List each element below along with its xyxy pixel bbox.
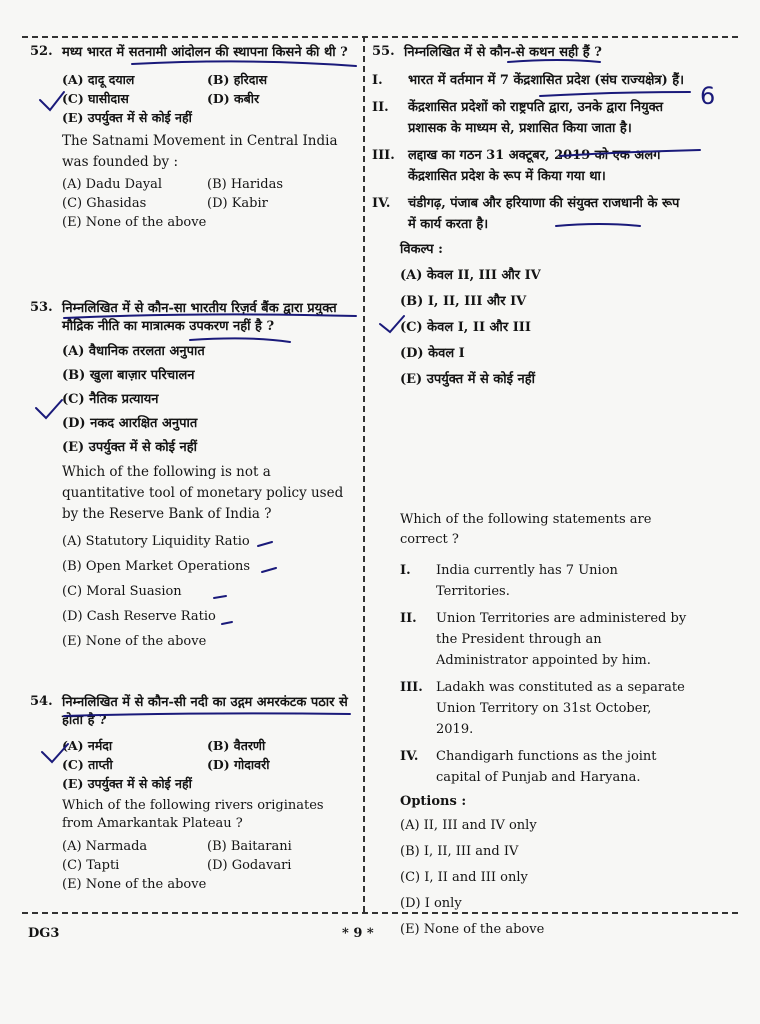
question-text-hindi: निम्नलिखित में से कौन-सा भारतीय रिज़र्व बैंक द्वारा प्रयुक्त मौद्रिक नीति का मात्रात्मक उपकरण नहीं है ?: [62, 301, 337, 334]
option-b[interactable]: (B) I, II, III and IV: [400, 844, 519, 859]
option-e[interactable]: (E) None of the above: [62, 634, 207, 649]
dash-mark: [214, 596, 226, 598]
statement-text: Ladakh was constituted as a separate Union Territory on 31st October, 2019.: [436, 680, 685, 737]
option-c[interactable]: (C) ताप्ती: [62, 757, 113, 772]
checkmark-icon: [380, 316, 404, 332]
option-a[interactable]: (A) Statutory Liquidity Ratio: [62, 534, 250, 549]
statement-numeral: III.: [400, 680, 423, 695]
underline-mark: [64, 713, 350, 716]
statement-text: केंद्रशासित प्रदेशों को राष्ट्रपति द्वारा, उनके द्वारा नियुक्त प्रशासक के माध्यम से, प्रशासित किया जाता है।: [408, 100, 664, 136]
option-b[interactable]: (B) I, II, III और IV: [400, 294, 527, 309]
option-e[interactable]: (E) उपर्युक्त में से कोई नहीं: [62, 110, 192, 125]
statement-text: Chandigarh functions as the joint capital of Punjab and Haryana.: [436, 749, 657, 785]
statement-numeral: II.: [400, 611, 417, 626]
statement-numeral: I.: [400, 563, 411, 578]
footer-code: DG3: [28, 926, 60, 941]
statement-numeral: II.: [372, 100, 389, 115]
option-d[interactable]: (D) गोदावरी: [207, 757, 270, 772]
dash-mark: [262, 568, 276, 572]
statement-text: Union Territories are administered by the President through an Administrator appointed by him.: [436, 611, 687, 668]
question-number: 52.: [30, 44, 53, 59]
option-b[interactable]: (B) खुला बाज़ार परिचालन: [62, 368, 195, 383]
options-label-hindi: विकल्प :: [400, 242, 443, 257]
option-a[interactable]: (A) दादू दयाल: [62, 72, 135, 87]
statement-text: India currently has 7 Union Territories.: [436, 563, 618, 599]
option-c[interactable]: (C) Moral Suasion: [62, 584, 182, 599]
question-text-english: The Satnami Movement in Central India was founded by :: [62, 133, 338, 170]
option-b[interactable]: (B) Baitarani: [207, 839, 292, 854]
option-a[interactable]: (A) Narmada: [62, 839, 148, 854]
option-a[interactable]: (A) Dadu Dayal: [62, 177, 163, 192]
question-text-english: Which of the following rivers originates from Amarkantak Plateau ?: [62, 798, 324, 831]
option-d[interactable]: (D) I only: [400, 896, 462, 911]
statement-numeral: IV.: [400, 749, 419, 764]
option-c[interactable]: (C) केवल I, II और III: [400, 320, 531, 335]
underline-mark: [560, 150, 700, 156]
option-e[interactable]: (E) None of the above: [400, 922, 545, 937]
question-text-hindi: निम्नलिखित में से कौन-से कथन सही हैं ?: [404, 45, 602, 60]
options-label-english: Options :: [400, 794, 467, 809]
question-number: 53.: [30, 300, 53, 315]
checkmark-icon: [36, 400, 62, 418]
dash-mark: [258, 542, 272, 546]
option-b[interactable]: (B) Haridas: [207, 177, 284, 192]
underline-mark: [508, 60, 600, 62]
option-d[interactable]: (D) नकद आरक्षित अनुपात: [62, 416, 198, 431]
option-e[interactable]: (E) उपर्युक्त में से कोई नहीं: [400, 372, 536, 387]
option-d[interactable]: (D) Kabir: [207, 196, 268, 211]
checkmark-icon: [40, 92, 64, 110]
underline-mark: [132, 61, 356, 66]
option-a[interactable]: (A) नर्मदा: [62, 738, 113, 753]
handwritten-number: 6: [700, 82, 716, 110]
option-c[interactable]: (C) नैतिक प्रत्यायन: [62, 392, 159, 407]
question-text-english: Which of the following statements are correct ?: [400, 512, 652, 547]
option-b[interactable]: (B) वैतरणी: [207, 738, 266, 753]
statement-text: चंडीगढ़, पंजाब और हरियाणा की संयुक्त राजधानी के रूप में कार्य करता है।: [408, 196, 680, 232]
option-b[interactable]: (B) Open Market Operations: [62, 559, 251, 574]
option-a[interactable]: (A) II, III and IV only: [400, 818, 537, 833]
underline-mark: [64, 314, 356, 318]
option-b[interactable]: (B) हरिदास: [207, 72, 268, 87]
underline-mark: [190, 338, 290, 342]
option-c[interactable]: (C) I, II and III only: [400, 870, 528, 885]
option-d[interactable]: (D) केवल I: [400, 346, 465, 361]
option-e[interactable]: (E) None of the above: [62, 877, 207, 892]
statement-numeral: III.: [372, 148, 395, 163]
option-c[interactable]: (C) घासीदास: [62, 91, 129, 106]
question-text-english: Which of the following is not a quantitative tool of monetary policy used by the Reserve Bank of India ?: [62, 464, 344, 522]
option-c[interactable]: (C) Ghasidas: [62, 196, 147, 211]
option-e[interactable]: (E) उपर्युक्त में से कोई नहीं: [62, 776, 192, 791]
page-number: * 9 *: [342, 926, 374, 941]
question-text-hindi: निम्नलिखित में से कौन-सी नदी का उद्गम अमरकंटक पठार से होता है ?: [62, 695, 348, 728]
option-a[interactable]: (A) केवल II, III और IV: [400, 268, 541, 283]
dash-mark: [222, 622, 232, 624]
option-d[interactable]: (D) Godavari: [207, 858, 292, 873]
statement-text: लद्दाख का गठन 31 अक्टूबर, 2019 को एक अलग केंद्रशासित प्रदेश के रूप में किया गया था।: [408, 148, 661, 184]
question-number: 55.: [372, 44, 395, 59]
checkmark-icon: [42, 744, 68, 762]
statement-numeral: IV.: [372, 196, 391, 211]
statement-numeral: I.: [372, 73, 383, 88]
option-d[interactable]: (D) कबीर: [207, 91, 260, 106]
option-a[interactable]: (A) वैधानिक तरलता अनुपात: [62, 344, 205, 359]
statement-text: भारत में वर्तमान में 7 केंद्रशासित प्रदेश (संघ राज्यक्षेत्र) हैं।: [408, 73, 685, 88]
option-d[interactable]: (D) Cash Reserve Ratio: [62, 609, 216, 624]
underline-mark: [540, 92, 690, 96]
underline-mark: [556, 224, 640, 226]
option-c[interactable]: (C) Tapti: [62, 858, 120, 873]
option-e[interactable]: (E) उपर्युक्त में से कोई नहीं: [62, 440, 198, 455]
question-number: 54.: [30, 694, 53, 709]
question-text-hindi: मध्य भारत में सतनामी आंदोलन की स्थापना किसने की थी ?: [62, 45, 348, 60]
option-e[interactable]: (E) None of the above: [62, 215, 207, 230]
